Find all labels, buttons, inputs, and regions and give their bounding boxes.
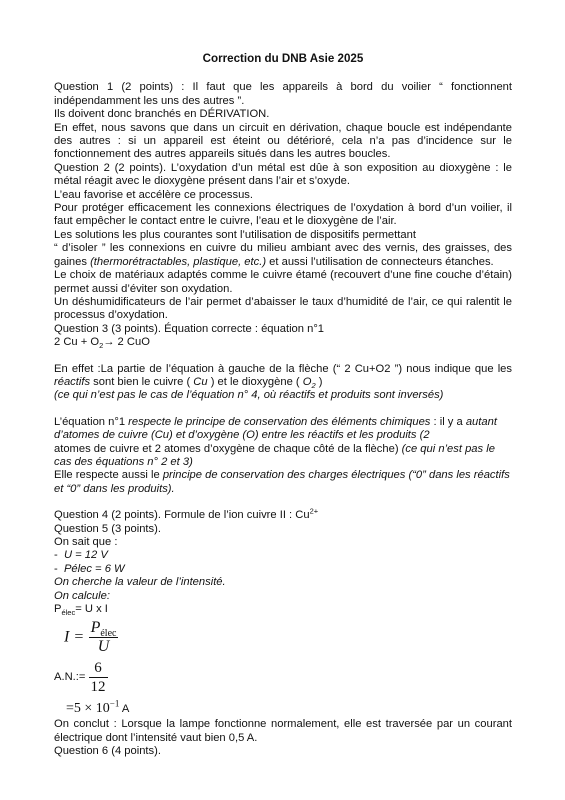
q3-c3-text: Elle respecte aussi le <box>54 469 163 482</box>
q3-question: Question 3 (3 points). Équation correcte : équation n°1 <box>54 322 325 335</box>
q5-know: On sait que : <box>54 536 118 548</box>
q5-search-text: On cherche la valeur de l’intensité. <box>54 576 226 589</box>
q2-paragraph-3: Les solutions les plus courantes sont l’utilisation de dispositifs permettant <box>54 228 416 241</box>
result-unit: A <box>119 703 130 716</box>
q3-conservation-1 <box>54 416 512 443</box>
q3-e1-text-b: sont bien le cuivre ( <box>90 375 194 388</box>
q2-paragraph-4 <box>54 242 512 269</box>
numerator-sub: élec <box>100 628 117 640</box>
page-title: Correction du DNB Asie 2025 <box>202 52 364 65</box>
q4-charge: 2+ <box>309 506 319 516</box>
numerator-p: P <box>90 619 101 637</box>
q3-conservation-2 <box>54 443 512 470</box>
q2-question: Question 2 (2 points). L’oxydation d’un métal est dûe à son exposition au dioxygène : le métal réagit avec le dioxygène présent dans l’air et s’oxyde. <box>54 161 512 188</box>
q5-calc-text: On calcule: <box>54 589 110 602</box>
q3-conservation-3 <box>54 469 512 496</box>
fraction <box>89 619 119 656</box>
q5-item-p-value: Pélec = 6 W <box>63 562 125 575</box>
q3-equation <box>54 336 512 349</box>
q2-paragraph-2: Pour protéger efficacement les connexions électriques de l’oxydation à bord d’un voilier, il faut empêcher le contact entre le cuivre, l’eau et le dioxygène de l’air. <box>54 202 512 228</box>
q2-paragraph-5: Le choix de matériaux adaptés comme le cuivre étamé (recouvert d’une fine couche d’étain) permet aussi d’éviter son oxydation. <box>54 269 512 295</box>
q3-e2-italic: (ce qui n’est pas le cas de l’équation n° 4, où réactifs et produits sont inversés) <box>54 389 444 402</box>
an-label: A.N.:= <box>54 671 86 684</box>
q6-question: Question 6 (4 points). <box>54 745 161 758</box>
spacer <box>54 403 512 416</box>
q5-search <box>54 576 512 589</box>
formula-rest: = U x I <box>75 603 108 616</box>
q1-answer: Ils doivent donc branchés en DÉRIVATION. <box>54 108 270 121</box>
q3-e1-text-d: ) <box>315 375 323 388</box>
q5-question: Question 5 (3 points). <box>54 522 161 535</box>
q1-question: Question 1 (2 points) : Il faut que les appareils à bord du voilier “ fonctionnent indépendamment les uns des autres ”. <box>54 81 512 107</box>
q4-question <box>54 506 512 522</box>
q2-p4-text-a: “ d’isoler ” les connexions en cuivre du milieu ambiant avec des vernis, des graisses, des gaines <box>54 242 512 268</box>
equation-subscript: 2 <box>99 341 104 351</box>
q3-e1-o-sub: 2 <box>311 381 316 391</box>
result-exponent: −1 <box>109 698 120 709</box>
q3-e1-o: O <box>302 375 312 388</box>
an-numerator: 6 <box>94 660 102 677</box>
i-label: I = <box>64 629 85 647</box>
q3-e1-text-c: ) et le dioxygène ( <box>207 375 303 388</box>
q5-result <box>66 698 512 718</box>
spacer <box>54 496 512 509</box>
q3-e1-reactifs: réactifs <box>54 375 91 388</box>
q3-c1-text-b: : il y a <box>430 415 466 428</box>
q2-paragraph-6: Un déshumidificateurs de l’air permet d’abaisser le taux d’humidité de l’air, ce qui ralentit le processus d’oxydation. <box>54 295 512 322</box>
q3-c2-text: atomes de cuivre et 2 atomes d’oxygène de chaque côté de la flèche) <box>54 442 402 455</box>
q3-explanation-2 <box>54 389 512 402</box>
q5-item-p: - Pélec = 6 W <box>54 562 125 575</box>
q2-p4-italic: (thermorétractables, plastique, etc.) <box>90 255 267 268</box>
q3-explanation-1 <box>54 363 512 390</box>
fraction-numerator <box>89 619 119 640</box>
equation-right: 2 CuO <box>114 336 150 349</box>
q5-item-u: - U = 12 V <box>54 549 108 562</box>
q1-explanation: En effet, nous savons que dans un circuit en dérivation, chaque boucle est indépendante des autres : si un appareil est éteint ou détérioré, cela n’a pas d’incidence sur le fonctionnement des autres appareils situés dans les autres boucles. <box>54 121 512 161</box>
formula-sub: élec <box>61 608 76 618</box>
fraction-formula <box>64 619 512 656</box>
an-denominator: 12 <box>90 679 106 696</box>
q4-text: Question 4 (2 points). Formule de l’ion cuivre II : Cu <box>54 509 310 522</box>
result-value: =5 × 10 <box>66 701 110 717</box>
fraction-denominator: U <box>97 638 110 656</box>
equation-arrow: → <box>103 336 115 349</box>
q3-c3-italic: principe de conservation des charges électriques (“0” dans les réactifs et “0” dans les produits). <box>54 469 510 495</box>
q2-paragraph-1: L’eau favorise et accélère ce processus. <box>54 188 253 201</box>
equation-left: 2 Cu + O <box>54 336 100 349</box>
document-page <box>54 52 512 759</box>
spacer <box>54 350 512 363</box>
q3-e1-text: En effet :La partie de l’équation à gauche de la flèche (“ 2 Cu+O2 ”) nous indique que les <box>54 362 512 375</box>
q5-conclusion: On conclut : Lorsque la lampe fonctionne normalement, elle est traversée par un courant électrique dont l’intensité vaut bien 0,5 A. <box>54 718 512 744</box>
q5-calc <box>54 590 512 603</box>
q3-c1-text: L’équation n°1 <box>54 415 129 428</box>
q3-e1-cu: Cu <box>193 375 208 388</box>
q5-formula <box>54 603 512 616</box>
an-fraction <box>89 659 108 696</box>
q5-item-u-value: U = 12 V <box>63 549 108 562</box>
q3-c1-italic: respecte le principe de conservation des éléments chimiques <box>128 415 431 428</box>
numeric-application <box>54 659 512 696</box>
q3-c1-italic-b: autant d’atomes de cuivre (Cu) et d’oxygène (O) entre les réactifs et les produits (2 <box>54 415 497 442</box>
q3-c2-italic: (ce qui n’est pas le cas des équations n° 2 et 3) <box>54 442 495 468</box>
q2-p4-text-c: et aussi l’utilisation de connecteurs étanches. <box>266 255 494 268</box>
formula-p: P <box>54 603 62 616</box>
